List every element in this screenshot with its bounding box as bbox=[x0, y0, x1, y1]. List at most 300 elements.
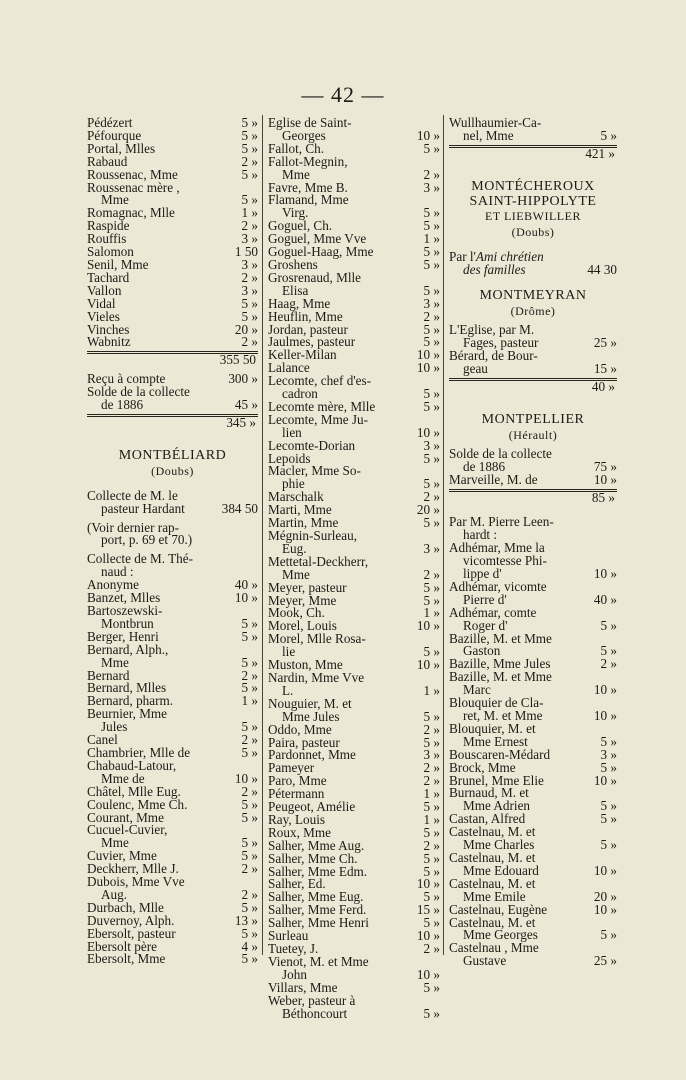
column-divider bbox=[443, 115, 444, 955]
entry-amount: 10 » bbox=[593, 901, 617, 917]
donor-name-continued: Fages, pasteur bbox=[463, 335, 539, 351]
donor-name-continued: cadron bbox=[282, 386, 318, 402]
entry-amount: 3 » bbox=[423, 540, 440, 556]
entry-amount: 5 » bbox=[241, 192, 258, 208]
donor-name: Rabaud bbox=[87, 153, 128, 169]
donor-name: Goguel, Mme Vve bbox=[268, 231, 367, 247]
donor-entry bbox=[449, 445, 617, 474]
donor-name-continued: Mme Adrien bbox=[463, 798, 531, 814]
entry-amount: 2 » bbox=[423, 566, 440, 582]
donor-name-continued: Mme bbox=[282, 566, 310, 582]
donor-name-continued: Marc bbox=[463, 682, 491, 698]
donor-name-continued: Mme bbox=[282, 166, 310, 182]
donor-entry bbox=[449, 849, 617, 878]
donor-name: Salher, Mme Edm. bbox=[268, 863, 368, 879]
donor-name: Oddo, Mme bbox=[268, 721, 332, 737]
entry-amount: 5 » bbox=[423, 205, 440, 221]
donor-entry bbox=[449, 787, 617, 813]
donor-name: Weber, pasteur à bbox=[268, 992, 356, 1008]
donor-name: Fallot-Megnin, bbox=[268, 153, 348, 169]
entry-amount: 5 » bbox=[241, 680, 258, 696]
donor-name: Roussenac mère , bbox=[87, 179, 180, 195]
donor-name: Collecte de M. le bbox=[87, 487, 178, 503]
entry-amount: 2 » bbox=[600, 656, 617, 672]
donor-name: Pameyer bbox=[268, 760, 315, 776]
donor-name-continued: ret, M. et Mme bbox=[463, 708, 543, 723]
donor-name: Blouquier, M. et bbox=[449, 720, 536, 736]
entry-amount: 40 » bbox=[234, 577, 258, 593]
entry-amount: 2 » bbox=[241, 783, 258, 799]
entry-amount: 5 » bbox=[241, 951, 258, 967]
entry-amount: 5 » bbox=[423, 386, 440, 402]
donor-name: Lecomte-Dorian bbox=[268, 437, 356, 453]
donor-name: Salher, Mme Henri bbox=[268, 915, 369, 931]
donor-list bbox=[87, 579, 258, 966]
entry-amount: 5 » bbox=[423, 592, 440, 608]
entry-amount: 300 » bbox=[228, 371, 258, 387]
donor-name: Lecomte mère, Mlle bbox=[268, 398, 376, 414]
donor-name: Raspide bbox=[87, 218, 130, 234]
donor-name: Vieles bbox=[87, 308, 120, 324]
donor-name-continued: John bbox=[282, 966, 307, 982]
entry-amount: 5 » bbox=[241, 115, 258, 130]
donor-name: Blouquier de Cla- bbox=[449, 695, 544, 711]
entry-amount: 5 » bbox=[423, 979, 440, 995]
donor-name: Pédézert bbox=[87, 115, 133, 130]
section-subtitle: (Doubs) bbox=[151, 463, 194, 478]
donor-name: Jaulmes, pasteur bbox=[268, 334, 356, 350]
donor-name: Chambrier, Mlle de bbox=[87, 744, 191, 760]
donor-name: Deckherr, Mlle J. bbox=[87, 861, 179, 877]
section-title: MONTÉCHEROUX bbox=[471, 178, 595, 194]
donor-name: Salher, Mme Ch. bbox=[268, 850, 358, 866]
donor-name: Nouguier, M. et bbox=[268, 695, 352, 711]
entry-amount: 5 » bbox=[600, 837, 617, 853]
donor-name-continued: Mme bbox=[101, 192, 129, 208]
donor-name: Vinches bbox=[87, 321, 130, 337]
subtotal: 40 » bbox=[449, 378, 617, 394]
donor-name-continued: L. bbox=[282, 682, 294, 698]
donor-name: Cuvier, Mme bbox=[87, 848, 157, 864]
donor-name: Wullhaumier-Ca- bbox=[449, 115, 542, 130]
donor-name: Pétermann bbox=[268, 786, 325, 802]
entry-amount: 10 » bbox=[416, 876, 440, 892]
donor-name: Péfourque bbox=[87, 127, 142, 143]
donor-entry bbox=[449, 942, 617, 968]
section-subtitle: (Drôme) bbox=[510, 304, 556, 319]
entry-amount: 5 » bbox=[423, 824, 440, 840]
entry-amount: 5 » bbox=[423, 244, 440, 260]
entry-amount: 5 » bbox=[241, 719, 258, 735]
entry-amount: 5 » bbox=[423, 282, 440, 298]
donor-name: Ebersolt, Mme bbox=[87, 951, 166, 967]
donor-list bbox=[87, 487, 258, 516]
column-2 bbox=[268, 117, 440, 1020]
donor-name: Bernard, Mlles bbox=[87, 680, 167, 696]
entry-amount: 15 » bbox=[416, 902, 440, 918]
donor-entry bbox=[268, 992, 440, 1021]
entry-amount: 2 » bbox=[241, 218, 258, 234]
donor-entry bbox=[87, 953, 258, 966]
entry-amount: 5 » bbox=[600, 127, 617, 143]
donor-name: Groshens bbox=[268, 256, 318, 272]
donor-name: Castelnau, M. et bbox=[449, 849, 536, 865]
donor-name: Morel, Louis bbox=[268, 618, 337, 634]
donor-name-continued: de 1886 bbox=[101, 397, 144, 413]
donor-name-continued: geau bbox=[463, 361, 488, 377]
donor-name: Castelnau, M. et bbox=[449, 875, 536, 891]
donor-entry bbox=[449, 542, 617, 581]
entry-amount: 5 » bbox=[423, 398, 440, 414]
entry-amount: 10 » bbox=[234, 590, 258, 606]
donor-entry bbox=[268, 553, 440, 582]
entry-amount: 5 » bbox=[423, 889, 440, 905]
donor-name: Castelnau, Eugène bbox=[449, 901, 548, 917]
donor-name: Brock, Mme bbox=[449, 759, 516, 775]
entry-amount: 10 » bbox=[593, 682, 617, 698]
donor-entry bbox=[449, 324, 617, 350]
section-title: SAINT-HIPPOLYTE bbox=[469, 193, 597, 209]
donor-name-continued: Mme de bbox=[101, 770, 145, 786]
donor-entry bbox=[268, 953, 440, 982]
entry-amount: 3 » bbox=[423, 179, 440, 195]
entry-amount: 5 » bbox=[241, 295, 258, 311]
donor-name: Salher, Mme Eug. bbox=[268, 889, 364, 905]
donor-name-continued: Mme Edouard bbox=[463, 862, 539, 878]
column-divider bbox=[262, 115, 263, 955]
donor-name: Courant, Mme bbox=[87, 809, 164, 825]
donor-name: Bazille, M. et Mme bbox=[449, 630, 552, 646]
entry-amount: 3 » bbox=[423, 295, 440, 311]
donor-name: Meyer, pasteur bbox=[268, 579, 347, 595]
donor-name: Mettetal-Deckherr, bbox=[268, 553, 369, 569]
donor-entry bbox=[449, 350, 617, 376]
donor-entry bbox=[449, 697, 617, 723]
note-line: port, p. 69 et 70.) bbox=[101, 532, 193, 548]
donor-entry bbox=[449, 671, 617, 697]
entry-amount: 384 50 bbox=[221, 500, 258, 516]
donor-name: Vidal bbox=[87, 295, 116, 311]
donor-name: Reçu à compte bbox=[87, 371, 166, 387]
donor-name-continued: Mme bbox=[101, 835, 129, 851]
donor-name-continued: Mme Emile bbox=[463, 888, 526, 904]
entry-amount: 1 » bbox=[241, 693, 258, 709]
entry-amount: 5 » bbox=[241, 796, 258, 812]
donor-name-continued: Georges bbox=[282, 127, 326, 143]
column-1 bbox=[87, 117, 258, 966]
entry-amount: 5 » bbox=[423, 256, 440, 272]
donor-entry bbox=[268, 411, 440, 440]
donor-name: Muston, Mme bbox=[268, 657, 343, 673]
donor-name-continued: vicomtesse Phi- bbox=[463, 553, 547, 569]
donor-name-continued: Mme Ernest bbox=[463, 733, 528, 749]
donor-name: Flamand, Mme bbox=[268, 192, 349, 208]
entry-amount: 2 » bbox=[423, 721, 440, 737]
donor-entry bbox=[449, 471, 617, 487]
section-title: MONTMEYRAN bbox=[479, 288, 587, 304]
entry-amount: 5 » bbox=[241, 809, 258, 825]
donor-name: Cucuel-Cuvier, bbox=[87, 822, 168, 838]
donor-entry bbox=[87, 179, 258, 208]
entry-amount: 2 » bbox=[423, 941, 440, 956]
entry-amount: 5 » bbox=[241, 615, 258, 631]
donor-name: Beurnier, Mme bbox=[87, 706, 168, 722]
donor-name-continued: phie bbox=[282, 476, 305, 492]
donor-name: Tachard bbox=[87, 269, 130, 285]
donor-name: Berger, Henri bbox=[87, 628, 159, 644]
donor-entry bbox=[87, 336, 258, 349]
collect-line: hardt : bbox=[463, 527, 498, 543]
entry-amount: 10 » bbox=[416, 966, 440, 982]
donor-name: Châtel, Mlle Eug. bbox=[87, 783, 181, 799]
entry-amount: 25 » bbox=[593, 953, 617, 969]
entry-amount: 40 » bbox=[593, 591, 617, 607]
donor-name: Marti, Mme bbox=[268, 502, 332, 518]
donor-name: Senil, Mme bbox=[87, 256, 149, 272]
entry-amount: 2 » bbox=[241, 732, 258, 748]
donor-name-continued: pasteur Hardant bbox=[101, 500, 185, 516]
donor-entry bbox=[268, 194, 440, 220]
donor-entry bbox=[449, 914, 617, 943]
donor-entry bbox=[268, 117, 440, 143]
entry-amount: 1 50 bbox=[234, 244, 258, 260]
donor-name: Duvernoy, Alph. bbox=[87, 912, 175, 928]
donor-name: Bartoszewski- bbox=[87, 603, 163, 618]
donor-name: Vienot, M. et Mme bbox=[268, 953, 369, 969]
donor-entry bbox=[268, 633, 440, 659]
donor-name: Grosrenaud, Mlle bbox=[268, 269, 362, 285]
entry-italic: des familles bbox=[463, 261, 526, 277]
donor-name: Adhémar, comte bbox=[449, 604, 537, 620]
donor-name: Castelnau, M. et bbox=[449, 824, 536, 840]
donor-name: Nardin, Mme Vve bbox=[268, 669, 365, 685]
entry-amount: 2 » bbox=[241, 667, 258, 683]
donor-name: Chabaud-Latour, bbox=[87, 757, 177, 773]
note-line: (Voir dernier rap- bbox=[87, 519, 180, 535]
donor-entry bbox=[268, 695, 440, 724]
entry-amount: 5 » bbox=[423, 140, 440, 156]
donor-name: Goguel, Ch. bbox=[268, 218, 333, 234]
entry-amount: 25 » bbox=[593, 335, 617, 351]
entry-amount: 20 » bbox=[234, 321, 258, 337]
entry-amount: 5 » bbox=[423, 1005, 440, 1021]
donor-name: Salher, Ed. bbox=[268, 876, 326, 892]
entry-amount: 2 » bbox=[423, 489, 440, 505]
donor-entry bbox=[87, 605, 258, 631]
donor-name-continued: lippe d' bbox=[463, 566, 502, 582]
section-title: ET LIEBWILLER bbox=[485, 208, 581, 223]
donor-name-continued: Aug. bbox=[101, 886, 128, 902]
donor-name: Morel, Mlle Rosa- bbox=[268, 631, 366, 647]
donor-entry bbox=[449, 826, 617, 852]
entry-amount: 10 » bbox=[416, 618, 440, 634]
donor-entry bbox=[449, 248, 617, 277]
entry-amount: 1 » bbox=[423, 682, 440, 698]
donor-name: Ray, Louis bbox=[268, 811, 326, 827]
donor-name: Adhémar, vicomte bbox=[449, 578, 547, 594]
entry-amount: 20 » bbox=[416, 502, 440, 518]
donor-name: Tuetey, J. bbox=[268, 941, 319, 956]
donor-name-continued: lie bbox=[282, 644, 296, 660]
collect-line: naud : bbox=[101, 564, 134, 580]
entry-amount: 10 » bbox=[593, 471, 617, 487]
donor-name: Wabnitz bbox=[87, 334, 131, 350]
entry-amount: 10 » bbox=[416, 347, 440, 363]
donor-name: Haag, Mme bbox=[268, 295, 331, 311]
donor-name-continued: lien bbox=[282, 424, 302, 440]
entry-amount: 1 » bbox=[423, 231, 440, 247]
donor-name: Castelnau, M. et bbox=[449, 914, 536, 930]
entry-amount: 1 » bbox=[423, 605, 440, 621]
donor-name: Castelnau , Mme bbox=[449, 940, 539, 956]
donor-name: Portal, Mlles bbox=[87, 140, 156, 156]
entry-amount: 10 » bbox=[416, 928, 440, 944]
entry-amount: 5 » bbox=[600, 811, 617, 827]
donor-entry bbox=[268, 375, 440, 401]
entry-amount: 5 » bbox=[600, 733, 617, 749]
donor-name: Bazille, Mme Jules bbox=[449, 656, 551, 672]
entry-amount: 5 » bbox=[423, 334, 440, 350]
entry-amount: 2 » bbox=[423, 773, 440, 789]
donor-name-continued: Mme Georges bbox=[463, 927, 538, 943]
donor-name: Coulenc, Mme Ch. bbox=[87, 796, 188, 812]
donor-name: Bazille, M. et Mme bbox=[449, 669, 552, 685]
donor-name-continued: Jules bbox=[101, 719, 128, 735]
page-number: — 42 — bbox=[301, 82, 385, 107]
collect-line: Collecte de M. Thé- bbox=[87, 551, 193, 567]
donor-list bbox=[87, 373, 258, 412]
donor-name: Anonyme bbox=[87, 577, 140, 593]
entry-amount: 3 » bbox=[423, 437, 440, 453]
entry-amount: 10 » bbox=[416, 424, 440, 440]
donor-name: Pardonnet, Mme bbox=[268, 747, 356, 763]
donor-name: Surleau bbox=[268, 928, 309, 944]
donor-entry bbox=[268, 465, 440, 491]
donor-name: Ebersolt père bbox=[87, 938, 157, 954]
donor-name: Vallon bbox=[87, 282, 122, 298]
entry-amount: 5 » bbox=[423, 579, 440, 595]
donor-name-continued: Pierre d' bbox=[463, 591, 507, 607]
donor-name-continued: Elisa bbox=[282, 282, 309, 298]
entry-amount: 5 » bbox=[423, 850, 440, 866]
donor-name: Bernard, pharm. bbox=[87, 693, 174, 709]
entry-amount: 13 » bbox=[234, 912, 258, 928]
entry-amount: 3 » bbox=[600, 746, 617, 762]
entry-amount: 20 » bbox=[593, 888, 617, 904]
donor-name-continued: de 1886 bbox=[463, 458, 506, 474]
donor-name-continued: Eug. bbox=[282, 540, 307, 556]
donor-name: Banzet, Mlles bbox=[87, 590, 161, 606]
entry-amount: 5 » bbox=[423, 915, 440, 931]
entry-amount: 4 » bbox=[241, 938, 258, 954]
donor-entry bbox=[87, 641, 258, 670]
collect-line: Par M. Pierre Leen- bbox=[449, 514, 554, 530]
donor-name: Meyer, Mme bbox=[268, 592, 337, 608]
entry-amount: 45 » bbox=[234, 397, 258, 413]
donor-name: Keller-Milan bbox=[268, 347, 337, 363]
donor-name: Roux, Mme bbox=[268, 824, 332, 840]
entry-amount: 2 » bbox=[241, 334, 258, 350]
entry-amount: 5 » bbox=[241, 140, 258, 156]
entry-amount: 10 » bbox=[234, 770, 258, 786]
donor-name: Mégnin-Surleau, bbox=[268, 528, 357, 543]
entry-amount: 5 » bbox=[241, 654, 258, 670]
entry-amount: 5 » bbox=[600, 927, 617, 943]
donor-name: Mook, Ch. bbox=[268, 605, 325, 621]
entry-amount: 5 » bbox=[423, 799, 440, 815]
donor-entry bbox=[87, 708, 258, 734]
donor-name: Favre, Mme B. bbox=[268, 179, 348, 195]
entry-amount: 44 30 bbox=[587, 261, 617, 277]
subtotal: 421 » bbox=[449, 145, 617, 161]
donor-name: Fallot, Ch. bbox=[268, 140, 325, 156]
donor-entry bbox=[449, 630, 617, 659]
donor-entry bbox=[268, 669, 440, 698]
entry-amount: 5 » bbox=[241, 127, 258, 143]
donor-entry bbox=[87, 386, 258, 412]
donor-name: Martin, Mme bbox=[268, 515, 339, 531]
section-title: MONTPELLIER bbox=[481, 411, 585, 427]
donor-name: Bérard, de Bour- bbox=[449, 348, 538, 364]
entry-amount: 5 » bbox=[423, 450, 440, 466]
donor-entry bbox=[87, 487, 258, 516]
entry-amount: 2 » bbox=[241, 861, 258, 877]
donor-name: Romagnac, Mlle bbox=[87, 205, 175, 221]
donor-name: Solde de la collecte bbox=[449, 445, 552, 461]
entry-amount: 5 » bbox=[600, 798, 617, 814]
donor-name: Peugeot, Amélie bbox=[268, 799, 356, 815]
entry-amount: 5 » bbox=[423, 218, 440, 234]
entry-amount: 1 » bbox=[423, 786, 440, 802]
donor-name: Solde de la collecte bbox=[87, 384, 190, 400]
donor-name: Rouffis bbox=[87, 231, 127, 247]
donor-name: Lalance bbox=[268, 360, 310, 376]
donor-list bbox=[449, 324, 617, 376]
donor-name: Dubois, Mme Vve bbox=[87, 874, 185, 890]
entry-amount: 10 » bbox=[416, 127, 440, 143]
donor-name: Roussenac, Mme bbox=[87, 166, 178, 182]
entry-amount: 5 » bbox=[241, 835, 258, 851]
subtotal: 85 » bbox=[449, 489, 617, 505]
donor-list bbox=[449, 445, 617, 487]
donor-name: Adhémar, Mme la bbox=[449, 540, 545, 556]
entry-amount: 5 » bbox=[423, 476, 440, 492]
donor-list bbox=[268, 117, 440, 1020]
entry-amount: 3 » bbox=[241, 231, 258, 247]
donor-entry bbox=[87, 757, 258, 786]
column-3 bbox=[449, 117, 617, 968]
entry-amount: 5 » bbox=[241, 308, 258, 324]
donor-name: Castan, Alfred bbox=[449, 811, 526, 827]
entry-amount: 3 » bbox=[423, 747, 440, 763]
donor-entry bbox=[449, 117, 617, 143]
entry-amount: 2 » bbox=[423, 760, 440, 776]
entry-amount: 75 » bbox=[593, 458, 617, 474]
entry-prefix: Par l' bbox=[449, 248, 476, 264]
entry-amount: 1 » bbox=[241, 205, 258, 221]
entry-amount: 1 » bbox=[423, 811, 440, 827]
donor-entry bbox=[449, 720, 617, 749]
donor-name: L'Eglise, par M. bbox=[449, 322, 535, 338]
donor-name: Paira, pasteur bbox=[268, 734, 340, 750]
entry-italic: Ami chrétien bbox=[475, 248, 544, 264]
donor-name: Macler, Mme So- bbox=[268, 463, 361, 479]
donor-name-continued: Gustave bbox=[463, 953, 507, 969]
donor-name: Jordan, pasteur bbox=[268, 321, 348, 337]
entry-amount: 5 » bbox=[423, 734, 440, 750]
donor-name: Salomon bbox=[87, 244, 134, 260]
entry-amount: 5 » bbox=[241, 848, 258, 864]
